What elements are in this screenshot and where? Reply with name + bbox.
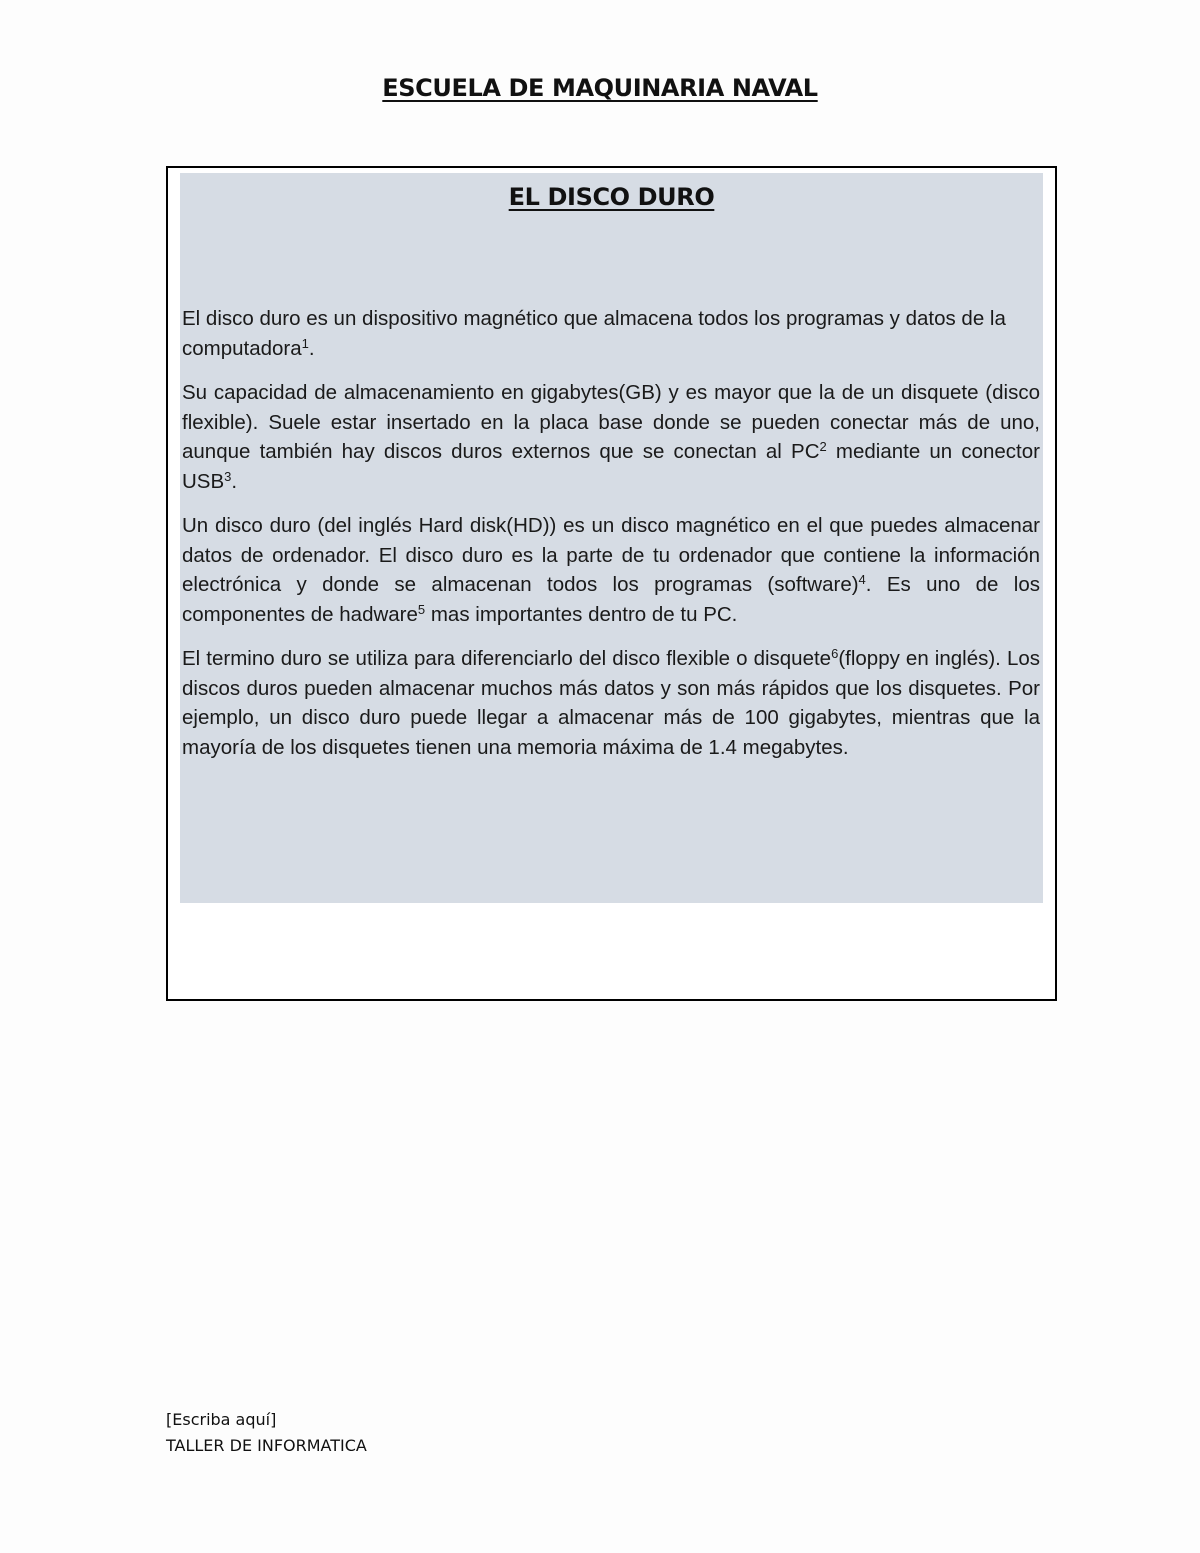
paragraph-3 [182,511,1040,629]
footnote-ref-4: 4 [858,572,866,587]
paragraph-2-end: . [231,469,238,493]
content-frame [166,166,1057,1001]
footnote-ref-5: 5 [417,601,426,617]
paragraph-3-text-b: . Es uno de los componentes de hadware [182,573,1040,626]
footer-course-name: TALLER DE INFORMATICA [166,1436,367,1455]
footnote-ref-6: 6 [831,646,839,661]
document-header-title: ESCUELA DE MAQUINARIA NAVAL [382,74,818,102]
page-footer [166,1407,367,1459]
paragraph-2-text: Su capacidad de almacenamiento en gigabytes(GB) y es mayor que la de un disquete (disco flexible). Suele estar insertado en la placa base donde se pueden conectar más de uno, aunque también hay discos duros externos que se conectan al PC [182,381,1040,463]
footnote-ref-1: 1 [301,335,309,351]
paragraph-1-text: El disco duro es un dispositivo magnético que almacena todos los programas y datos de la computadora [182,307,1006,360]
paragraph-4-text: El termino duro se utiliza para diferenciarlo del disco flexible o disquete [182,647,832,670]
footnote-ref-2: 2 [819,439,827,454]
paragraph-3-text: Un disco duro (del inglés Hard disk(HD)) es un disco magnético en el que puedes almacenar datos de ordenador. El disco duro es la parte de tu ordenador que contiene la información electrónica y donde se almacenan todos los programas (software) [182,514,1040,596]
shaded-text-box [180,173,1043,903]
paragraph-4 [182,644,1040,762]
footer-placeholder[interactable]: [Escriba aquí] [166,1410,277,1429]
paragraph-3-end: mas importantes dentro de tu PC. [425,602,738,626]
paragraph-4-end: (floppy en inglés). Los discos duros pueden almacenar muchos más datos y son más rápidos que los disquetes. Por ejemplo, un disco duro puede llegar a almacenar más de 100 gigabytes, mientras que la mayoría de los disquetes tienen una memoria máxima de 1.4 megabytes. [182,647,1040,759]
body-text [182,304,1040,777]
paragraph-2-text-b: mediante un conector USB [182,440,1040,493]
paragraph-2 [182,378,1040,496]
section-title: EL DISCO DURO [508,183,715,211]
paragraph-1 [182,304,1040,363]
footnote-ref-3: 3 [224,468,232,484]
paragraph-1-end: . [308,336,315,360]
